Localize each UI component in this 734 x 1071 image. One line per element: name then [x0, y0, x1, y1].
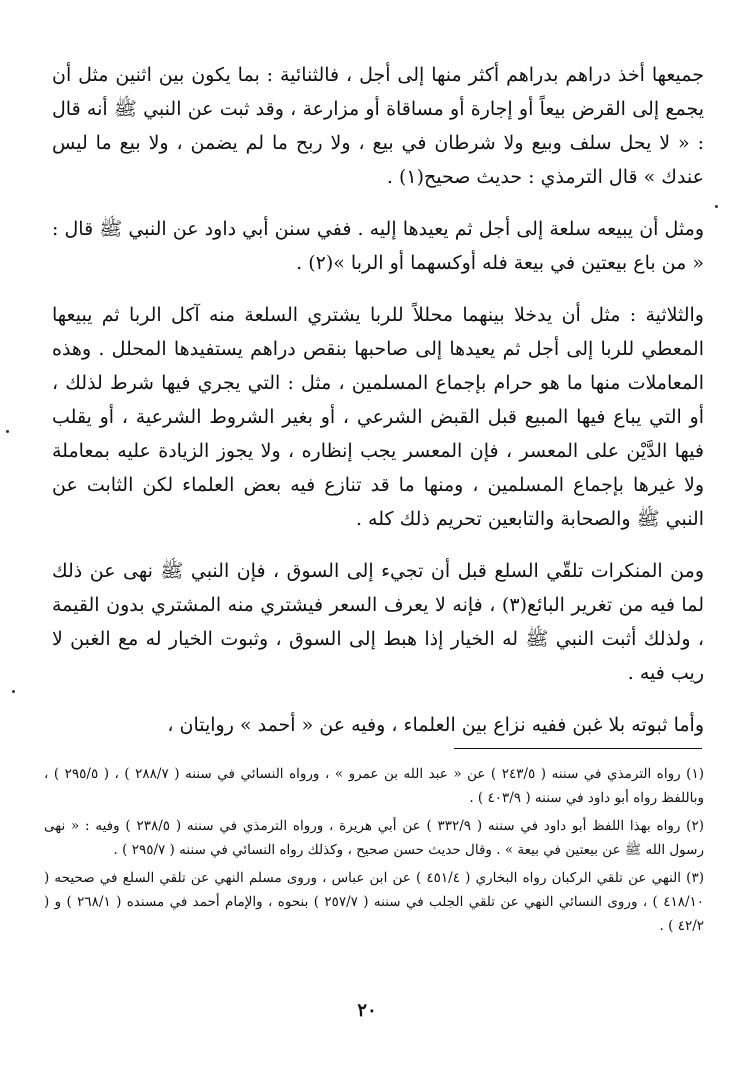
footnote-3: (٣) النهي عن تلقي الركبان رواه البخاري ( ٤٥١/٤ ) عن ابن عباس ، وروى مسلم النهي عن تلقي السلع في صحيحه ( ٤١٨/١٠ ) ، وروى النسائي النهي عن تلقي الجلب في سننه ( ٢٥٧/٧ ) بنحوه ، والإمام أحمد في مسنده ( ٢٦٨/١ ) و ( ٤٢/٢ ) .	[44, 870, 704, 934]
scan-speck	[6, 430, 9, 433]
paragraph-1: جميعها أخذ دراهم بدراهم أكثر منها إلى أجل ، فالثنائية : بما يكون بين اثنين مثل أن يجمع إلى القرض بيعاً أو إجارة أو مساقاة أو مزارعة ، وقد ثبت عن النبي ﷺ أنه قال : « لا يحل سلف وبيع ولا شرطان في بيع ، ولا ربح ما لم يضمن ، ولا بيع ما ليس عندك » قال الترمذي : حديث صحيح(١) .	[52, 64, 704, 188]
main-text	[52, 58, 704, 742]
page-number: ٢٠	[357, 1000, 377, 1021]
paragraph-5: وأما ثبوته بلا غبن ففيه نزاع بين العلماء ، وفيه عن « أحمد » روايتان ،	[167, 714, 704, 736]
footnotes	[44, 762, 704, 942]
footnote-separator	[454, 748, 702, 749]
paragraph-3: والثلاثية : مثل أن يدخلا بينهما محللاً للربا يشتري السلعة منه آكل الربا ثم يبيعها المعطي للربا إلى أجل ثم يعيدها إلى صاحبها بنقص دراهم يستفيدها المحلل . وهذه المعاملات منها ما هو حرام بإجماع المسلمين ، مثل : التي يجري فيها شرط لذلك ، أو التي يباع فيها المبيع قبل القبض الشرعي ، أو بغير الشروط الشرعية ، أو يقلب فيها الدَّيْن على المعسر ، فإن المعسر يجب إنظاره ، ولا يجوز الزيادة عليه بمعاملة ولا غيرها بإجماع المسلمين ، ومنها ما قد تنازع فيه بعض العلماء لكن الثابت عن النبي ﷺ والصحابة والتابعين تحريم ذلك كله .	[52, 304, 704, 530]
scan-speck	[12, 690, 15, 693]
footnote-2: (٢) رواه بهذا اللفظ أبو داود في سننه ( ٣٣٢/٩ ) عن أبي هريرة ، ورواه الترمذي في سننه ( ٢٣٨/٥ ) وفيه : « نهى رسول الله ﷺ عن بيعتين في بيعة » . وقال حديث حسن صحيح ، وكذلك رواه النسائي في سننه ( ٢٩٥/٧ ) .	[44, 818, 704, 858]
scan-speck	[715, 205, 718, 208]
paragraph-2: ومثل أن يبيعه سلعة إلى أجل ثم يعيدها إليه . ففي سنن أبي داود عن النبي ﷺ قال : « من باع بيعتين في بيعة فله أوكسهما أو الربا »(٢) .	[52, 218, 704, 274]
paragraph-4: ومن المنكرات تلقّي السلع قبل أن تجيء إلى السوق ، فإن النبي ﷺ نهى عن ذلك لما فيه من تغرير البائع(٣) ، فإنه لا يعرف السعر فيشتري منه المشتري بدون القيمة ، ولذلك أثبت النبي ﷺ له الخيار إذا هبط إلى السوق ، وثبوت الخيار له مع الغبن لا ريب فيه .	[52, 560, 704, 684]
footnote-1: (١) رواه الترمذي في سننه ( ٢٤٣/٥ ) عن « عبد الله بن عمرو » ، ورواه النسائي في سننه ( ٢٨٨/٧ ) ، ( ٢٩٥/٥ ) ، وباللفظ رواه أبو داود في سننه ( ٤٠٣/٩ ) .	[44, 766, 704, 806]
